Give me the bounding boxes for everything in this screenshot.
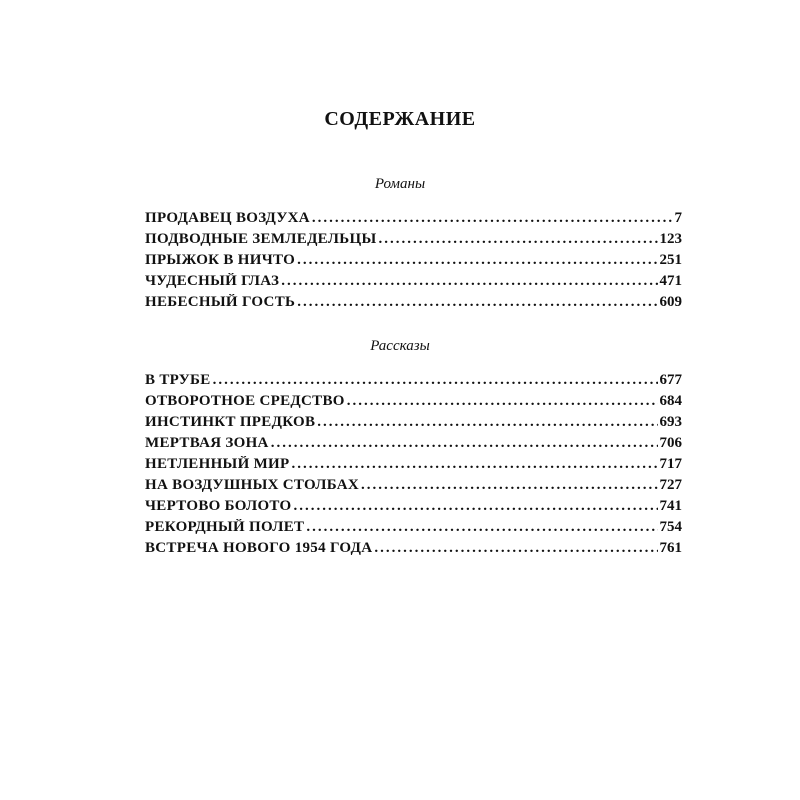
toc-entry-title: НЕТЛЕННЫЙ МИР — [145, 456, 290, 472]
toc-entry-title: ПОДВОДНЫЕ ЗЕМЛЕДЕЛЬЦЫ — [145, 231, 377, 247]
toc-dot-leader — [317, 414, 657, 431]
toc-entry-title: ИНСТИНКТ ПРЕДКОВ — [145, 414, 316, 430]
toc-entry-page: 684 — [659, 393, 682, 409]
toc-entry-title: НЕБЕСНЫЙ ГОСТЬ — [145, 294, 296, 310]
section-heading-stories: Рассказы — [370, 338, 430, 354]
toc-dot-leader — [271, 435, 658, 452]
toc-entry[interactable] — [145, 456, 682, 477]
toc-entry-title: НА ВОЗДУШНЫХ СТОЛБАХ — [145, 477, 360, 493]
toc-entry[interactable] — [145, 231, 682, 252]
toc-entry-title: ПРОДАВЕЦ ВОЗДУХА — [145, 210, 310, 226]
toc-entry-page: 741 — [659, 498, 682, 514]
toc-entry[interactable] — [145, 540, 682, 561]
toc-entry-title: В ТРУБЕ — [145, 372, 211, 388]
toc-entry-page: 727 — [659, 477, 682, 493]
toc-dot-leader — [378, 231, 657, 248]
toc-dot-leader — [306, 519, 657, 536]
toc-entry-page: 123 — [659, 231, 682, 247]
toc-entry-page: 471 — [659, 273, 682, 289]
toc-entry-page: 717 — [659, 456, 682, 472]
toc-entry-title: ПРЫЖОК В НИЧТО — [145, 252, 296, 268]
toc-entry[interactable] — [145, 477, 682, 498]
toc-entry-page: 761 — [659, 540, 682, 556]
toc-dot-leader — [297, 294, 657, 311]
toc-dot-leader — [312, 210, 673, 227]
toc-entry-title: ЧЕРТОВО БОЛОТО — [145, 498, 292, 514]
toc-entry[interactable] — [145, 393, 682, 414]
toc-entry-page: 7 — [674, 210, 682, 226]
toc-entry[interactable] — [145, 372, 682, 393]
toc-dot-leader — [361, 477, 657, 494]
toc-entry-title: ОТВОРОТНОЕ СРЕДСТВО — [145, 393, 345, 409]
toc-list-novels — [145, 210, 682, 315]
toc-entry-page: 754 — [659, 519, 682, 535]
toc-entry[interactable] — [145, 294, 682, 315]
toc-dot-leader — [213, 372, 658, 389]
toc-entry[interactable] — [145, 252, 682, 273]
toc-entry-title: ВСТРЕЧА НОВОГО 1954 ГОДА — [145, 540, 373, 556]
toc-list-stories — [145, 372, 682, 561]
toc-entry[interactable] — [145, 519, 682, 540]
toc-dot-leader — [291, 456, 657, 473]
toc-entry-title: МЕРТВАЯ ЗОНА — [145, 435, 269, 451]
toc-dot-leader — [281, 273, 657, 290]
toc-dot-leader — [297, 252, 657, 269]
toc-entry[interactable] — [145, 498, 682, 519]
toc-entry-page: 706 — [659, 435, 682, 451]
toc-dot-leader — [294, 498, 658, 515]
toc-entry[interactable] — [145, 414, 682, 435]
toc-entry-page: 677 — [659, 372, 682, 388]
toc-entry[interactable] — [145, 435, 682, 456]
toc-entry-page: 693 — [659, 414, 682, 430]
toc-entry[interactable] — [145, 273, 682, 294]
toc-entry-title: РЕКОРДНЫЙ ПОЛЕТ — [145, 519, 305, 535]
section-heading-novels: Романы — [374, 176, 426, 192]
toc-dot-leader — [374, 540, 657, 557]
toc-entry-title: ЧУДЕСНЫЙ ГЛАЗ — [145, 273, 280, 289]
page-title: СОДЕРЖАНИЕ — [324, 108, 476, 130]
toc-entry-page: 609 — [659, 294, 682, 310]
toc-entry-page: 251 — [659, 252, 682, 268]
toc-entry[interactable] — [145, 210, 682, 231]
toc-dot-leader — [347, 393, 658, 410]
